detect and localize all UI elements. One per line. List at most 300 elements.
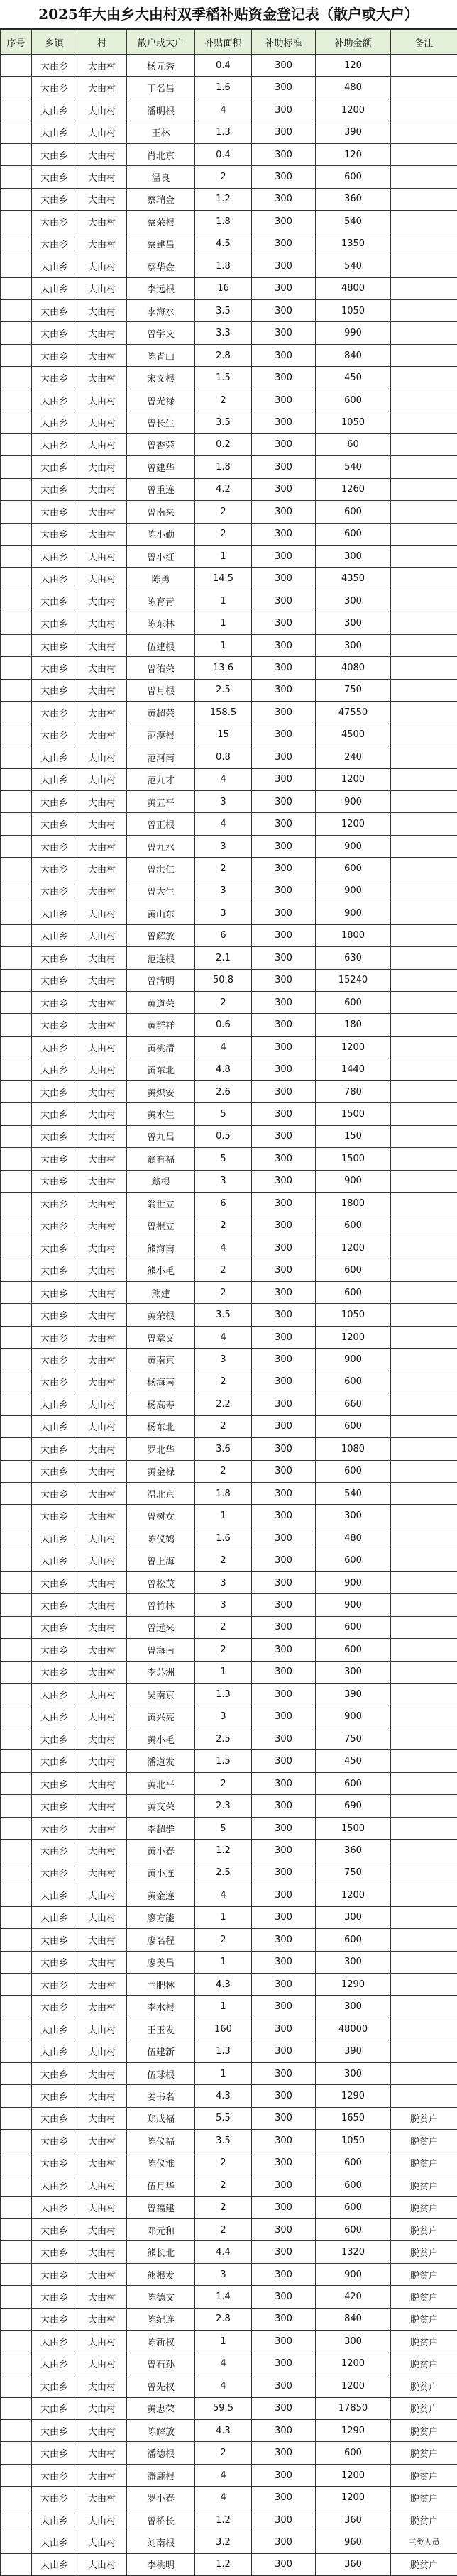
cell-amount: 360 [316, 188, 391, 210]
cell-note [391, 389, 457, 411]
cell-town: 大由乡 [32, 2085, 77, 2107]
cell-town: 大由乡 [32, 1929, 77, 1951]
table-row [1, 1259, 457, 1281]
cell-note [391, 702, 457, 724]
cell-village: 大由村 [77, 1840, 127, 1862]
cell-index [1, 478, 32, 500]
cell-village: 大由村 [77, 166, 127, 188]
cell-standard: 300 [252, 1058, 316, 1080]
cell-village: 大由村 [77, 2553, 127, 2575]
cell-note: 脱贫户 [391, 2375, 457, 2397]
cell-amount: 1200 [316, 2487, 391, 2509]
cell-town: 大由乡 [32, 77, 77, 99]
cell-standard: 300 [252, 1772, 316, 1794]
cell-household: 曾九昌 [127, 1125, 195, 1147]
cell-household: 曾洪仁 [127, 858, 195, 880]
cell-household: 陈青山 [127, 344, 195, 366]
cell-area: 3.5 [195, 2130, 252, 2152]
cell-area: 2 [195, 166, 252, 188]
cell-village: 大由村 [77, 1259, 127, 1281]
cell-village: 大由村 [77, 768, 127, 790]
cell-index [1, 2263, 32, 2285]
cell-town: 大由乡 [32, 1193, 77, 1215]
cell-standard: 300 [252, 2196, 316, 2218]
cell-amount: 150 [316, 1125, 391, 1147]
cell-standard: 300 [252, 2174, 316, 2196]
cell-note: 脱贫户 [391, 2353, 457, 2375]
cell-town: 大由乡 [32, 523, 77, 545]
cell-amount: 1350 [316, 233, 391, 255]
cell-index [1, 702, 32, 724]
table-row [1, 1326, 457, 1348]
cell-area: 3.5 [195, 411, 252, 433]
cell-amount: 4500 [316, 724, 391, 746]
cell-area: 2 [195, 858, 252, 880]
cell-amount: 600 [316, 1215, 391, 1237]
cell-note: 脱贫户 [391, 2308, 457, 2330]
cell-village: 大由村 [77, 1103, 127, 1125]
cell-area: 0.6 [195, 1014, 252, 1036]
cell-town: 大由乡 [32, 1549, 77, 1571]
cell-household: 范九才 [127, 768, 195, 790]
cell-standard: 300 [252, 880, 316, 902]
cell-household: 黄五平 [127, 790, 195, 812]
cell-amount: 840 [316, 2308, 391, 2330]
cell-standard: 300 [252, 568, 316, 590]
cell-household: 兰肥林 [127, 1973, 195, 1995]
table-row [1, 1906, 457, 1928]
table-row [1, 433, 457, 455]
cell-village: 大由村 [77, 411, 127, 433]
table-row [1, 1304, 457, 1326]
cell-village: 大由村 [77, 1884, 127, 1906]
cell-area: 1.8 [195, 456, 252, 478]
cell-household: 廖方能 [127, 1906, 195, 1928]
cell-amount: 1200 [316, 2375, 391, 2397]
cell-note [391, 1237, 457, 1259]
cell-standard: 300 [252, 2420, 316, 2442]
cell-town: 大由乡 [32, 2062, 77, 2084]
cell-standard: 300 [252, 902, 316, 924]
cell-town: 大由乡 [32, 2263, 77, 2285]
cell-standard: 300 [252, 1393, 316, 1415]
cell-household: 曾海南 [127, 1639, 195, 1661]
cell-index [1, 1862, 32, 1884]
cell-household: 王林 [127, 121, 195, 143]
cell-area: 1 [195, 1906, 252, 1928]
cell-note [391, 1349, 457, 1371]
cell-town: 大由乡 [32, 1795, 77, 1817]
cell-town: 大由乡 [32, 1058, 77, 1080]
cell-amount: 120 [316, 55, 391, 77]
cell-village: 大由村 [77, 1148, 127, 1170]
cell-standard: 300 [252, 2397, 316, 2419]
cell-village: 大由村 [77, 1951, 127, 1973]
cell-area: 0.5 [195, 1125, 252, 1147]
cell-area: 4.3 [195, 2420, 252, 2442]
cell-index [1, 1036, 32, 1058]
cell-town: 大由乡 [32, 143, 77, 165]
cell-standard: 300 [252, 322, 316, 344]
cell-note: 脱贫户 [391, 2509, 457, 2531]
table-row [1, 2442, 457, 2464]
cell-household: 黄超荣 [127, 702, 195, 724]
cell-note [391, 1996, 457, 2018]
cell-note [391, 478, 457, 500]
cell-note: 脱贫户 [391, 2464, 457, 2486]
cell-town: 大由乡 [32, 2040, 77, 2062]
table-row [1, 1750, 457, 1772]
cell-area: 4.2 [195, 478, 252, 500]
cell-village: 大由村 [77, 969, 127, 991]
cell-village: 大由村 [77, 1170, 127, 1192]
cell-index [1, 1527, 32, 1549]
cell-village: 大由村 [77, 1036, 127, 1058]
table-row [1, 2241, 457, 2263]
cell-village: 大由村 [77, 679, 127, 701]
cell-standard: 300 [252, 211, 316, 233]
cell-household: 陈德文 [127, 2286, 195, 2308]
table-row [1, 679, 457, 701]
cell-household: 罗北华 [127, 1438, 195, 1460]
cell-town: 大由乡 [32, 1527, 77, 1549]
cell-village: 大由村 [77, 1684, 127, 1706]
cell-amount: 300 [316, 1951, 391, 1973]
cell-household: 黄南京 [127, 1349, 195, 1371]
cell-area: 5 [195, 1103, 252, 1125]
cell-amount: 1050 [316, 411, 391, 433]
cell-standard: 300 [252, 1840, 316, 1862]
cell-standard: 300 [252, 1259, 316, 1281]
cell-index [1, 2464, 32, 2486]
cell-index [1, 969, 32, 991]
cell-village: 大由村 [77, 121, 127, 143]
cell-town: 大由乡 [32, 657, 77, 679]
cell-standard: 300 [252, 1349, 316, 1371]
cell-amount: 1200 [316, 1036, 391, 1058]
cell-town: 大由乡 [32, 612, 77, 634]
cell-village: 大由村 [77, 880, 127, 902]
cell-index [1, 1996, 32, 2018]
cell-note [391, 456, 457, 478]
cell-household: 宋义根 [127, 367, 195, 389]
cell-note [391, 1080, 457, 1102]
cell-area: 2 [195, 389, 252, 411]
cell-amount: 600 [316, 2152, 391, 2174]
cell-town: 大由乡 [32, 2241, 77, 2263]
table-row [1, 1483, 457, 1505]
table-row [1, 143, 457, 165]
cell-village: 大由村 [77, 299, 127, 321]
cell-household: 杨高寿 [127, 1393, 195, 1415]
table-row [1, 2085, 457, 2107]
cell-amount: 1500 [316, 1817, 391, 1839]
cell-standard: 300 [252, 1862, 316, 1884]
cell-area: 2.3 [195, 1795, 252, 1817]
cell-household: 曾月根 [127, 679, 195, 701]
cell-household: 潘明根 [127, 99, 195, 121]
cell-village: 大由村 [77, 1125, 127, 1147]
cell-household: 黄群祥 [127, 1014, 195, 1036]
cell-household: 曾学文 [127, 322, 195, 344]
cell-standard: 300 [252, 143, 316, 165]
cell-household: 曾光禄 [127, 389, 195, 411]
cell-standard: 300 [252, 188, 316, 210]
cell-household: 曾南来 [127, 501, 195, 523]
cell-note [391, 947, 457, 969]
cell-village: 大由村 [77, 344, 127, 366]
cell-note [391, 55, 457, 77]
table-row [1, 1170, 457, 1192]
cell-area: 3 [195, 880, 252, 902]
cell-standard: 300 [252, 277, 316, 299]
cell-household: 黄桃清 [127, 1036, 195, 1058]
cell-note [391, 1706, 457, 1728]
cell-note: 脱贫户 [391, 2286, 457, 2308]
cell-amount: 360 [316, 2509, 391, 2531]
cell-standard: 300 [252, 99, 316, 121]
cell-household: 吴南京 [127, 1684, 195, 1706]
cell-area: 4.5 [195, 233, 252, 255]
cell-area: 3 [195, 1571, 252, 1593]
cell-village: 大由村 [77, 612, 127, 634]
table-row [1, 1281, 457, 1303]
cell-index [1, 2487, 32, 2509]
cell-household: 廖名程 [127, 1929, 195, 1951]
cell-town: 大由乡 [32, 1661, 77, 1683]
cell-note [391, 121, 457, 143]
cell-village: 大由村 [77, 724, 127, 746]
cell-household: 曾上海 [127, 1549, 195, 1571]
cell-amount: 17850 [316, 2397, 391, 2419]
cell-index [1, 2397, 32, 2419]
cell-note: 脱贫户 [391, 2397, 457, 2419]
cell-note: 脱贫户 [391, 2196, 457, 2218]
cell-standard: 300 [252, 947, 316, 969]
cell-village: 大由村 [77, 1058, 127, 1080]
cell-town: 大由乡 [32, 1684, 77, 1706]
cell-amount: 1200 [316, 768, 391, 790]
cell-village: 大由村 [77, 2487, 127, 2509]
cell-household: 熊长北 [127, 2241, 195, 2263]
cell-index [1, 1951, 32, 1973]
cell-note [391, 992, 457, 1014]
cell-household: 黄北平 [127, 1772, 195, 1794]
cell-household: 李远根 [127, 277, 195, 299]
cell-index [1, 1772, 32, 1794]
cell-town: 大由乡 [32, 1281, 77, 1303]
cell-village: 大由村 [77, 367, 127, 389]
cell-area: 59.5 [195, 2397, 252, 2419]
cell-note [391, 1125, 457, 1147]
cell-standard: 300 [252, 2018, 316, 2040]
cell-amount: 1200 [316, 2353, 391, 2375]
cell-note [391, 1951, 457, 1973]
cell-household: 陈新权 [127, 2331, 195, 2353]
cell-household: 曾根立 [127, 1215, 195, 1237]
cell-amount: 1200 [316, 99, 391, 121]
cell-household: 蔡建昌 [127, 233, 195, 255]
table-row [1, 835, 457, 857]
cell-note [391, 612, 457, 634]
table-row [1, 2509, 457, 2531]
cell-household: 陈仪鹤 [127, 1527, 195, 1549]
cell-standard: 300 [252, 992, 316, 1014]
cell-village: 大由村 [77, 1594, 127, 1616]
cell-amount: 600 [316, 1415, 391, 1437]
cell-index [1, 322, 32, 344]
cell-note: 三类人员 [391, 2531, 457, 2553]
cell-household: 蔡华金 [127, 255, 195, 277]
cell-index [1, 188, 32, 210]
cell-amount: 600 [316, 1549, 391, 1571]
cell-village: 大由村 [77, 2397, 127, 2419]
cell-town: 大由乡 [32, 880, 77, 902]
cell-area: 4 [195, 2464, 252, 2486]
table-row [1, 1684, 457, 1706]
table-row [1, 55, 457, 77]
cell-town: 大由乡 [32, 1326, 77, 1348]
cell-area: 1 [195, 1661, 252, 1683]
cell-household: 黄金禄 [127, 1460, 195, 1482]
cell-amount: 450 [316, 1750, 391, 1772]
cell-household: 范漠根 [127, 724, 195, 746]
cell-town: 大由乡 [32, 947, 77, 969]
header-note: 备注 [391, 30, 457, 55]
cell-town: 大由乡 [32, 1371, 77, 1393]
cell-standard: 300 [252, 1639, 316, 1661]
cell-area: 1 [195, 2331, 252, 2353]
cell-index [1, 1014, 32, 1036]
cell-index [1, 813, 32, 835]
cell-amount: 300 [316, 634, 391, 656]
cell-village: 大由村 [77, 2331, 127, 2353]
cell-standard: 300 [252, 433, 316, 455]
cell-household: 曾小红 [127, 545, 195, 567]
cell-index [1, 880, 32, 902]
cell-index [1, 612, 32, 634]
cell-standard: 300 [252, 2152, 316, 2174]
cell-area: 4 [195, 2375, 252, 2397]
cell-village: 大由村 [77, 2085, 127, 2107]
cell-village: 大由村 [77, 1973, 127, 1995]
cell-village: 大由村 [77, 2152, 127, 2174]
cell-note [391, 1594, 457, 1616]
cell-village: 大由村 [77, 2130, 127, 2152]
table-row [1, 233, 457, 255]
cell-amount: 4350 [316, 568, 391, 590]
cell-note [391, 1393, 457, 1415]
cell-area: 2 [195, 1549, 252, 1571]
cell-area: 4 [195, 2487, 252, 2509]
cell-household: 杨海南 [127, 1371, 195, 1393]
cell-area: 1.6 [195, 1527, 252, 1549]
cell-area: 0.8 [195, 746, 252, 768]
cell-standard: 300 [252, 1438, 316, 1460]
cell-town: 大由乡 [32, 1259, 77, 1281]
cell-amount: 4800 [316, 277, 391, 299]
table-row [1, 1349, 457, 1371]
cell-area: 2 [195, 1772, 252, 1794]
cell-town: 大由乡 [32, 411, 77, 433]
cell-note [391, 1103, 457, 1125]
cell-standard: 300 [252, 1170, 316, 1192]
cell-amount: 960 [316, 2531, 391, 2553]
cell-household: 翁根 [127, 1170, 195, 1192]
cell-amount: 1290 [316, 2085, 391, 2107]
cell-village: 大由村 [77, 1193, 127, 1215]
cell-town: 大由乡 [32, 1996, 77, 2018]
cell-town: 大由乡 [32, 590, 77, 612]
cell-household: 黄金连 [127, 1884, 195, 1906]
cell-index [1, 2130, 32, 2152]
cell-household: 黄文荣 [127, 1795, 195, 1817]
cell-area: 4 [195, 1326, 252, 1348]
cell-amount: 1290 [316, 2420, 391, 2442]
cell-index [1, 634, 32, 656]
cell-note [391, 2085, 457, 2107]
cell-amount: 390 [316, 121, 391, 143]
cell-area: 4 [195, 1036, 252, 1058]
cell-village: 大由村 [77, 2375, 127, 2397]
table-row [1, 121, 457, 143]
cell-amount: 990 [316, 322, 391, 344]
cell-area: 2 [195, 2218, 252, 2240]
cell-note [391, 545, 457, 567]
cell-village: 大由村 [77, 277, 127, 299]
cell-town: 大由乡 [32, 478, 77, 500]
cell-standard: 300 [252, 2286, 316, 2308]
cell-amount: 1050 [316, 2130, 391, 2152]
cell-village: 大由村 [77, 2442, 127, 2464]
cell-village: 大由村 [77, 858, 127, 880]
cell-area: 1.8 [195, 255, 252, 277]
cell-village: 大由村 [77, 2196, 127, 2218]
cell-town: 大由乡 [32, 2130, 77, 2152]
cell-village: 大由村 [77, 545, 127, 567]
cell-area: 2 [195, 1460, 252, 1482]
cell-village: 大由村 [77, 2531, 127, 2553]
cell-area: 2 [195, 1415, 252, 1437]
cell-standard: 300 [252, 1326, 316, 1348]
cell-standard: 300 [252, 1684, 316, 1706]
cell-note [391, 858, 457, 880]
cell-village: 大由村 [77, 2353, 127, 2375]
cell-amount: 48000 [316, 2018, 391, 2040]
cell-household: 陈仪淮 [127, 2152, 195, 2174]
cell-area: 4 [195, 1884, 252, 1906]
table-row [1, 924, 457, 946]
cell-area: 0.4 [195, 143, 252, 165]
cell-area: 0.4 [195, 55, 252, 77]
table-row [1, 2375, 457, 2397]
cell-town: 大由乡 [32, 969, 77, 991]
cell-amount: 300 [316, 2331, 391, 2353]
cell-household: 陈纪连 [127, 2308, 195, 2330]
table-row [1, 277, 457, 299]
cell-standard: 300 [252, 858, 316, 880]
cell-town: 大由乡 [32, 634, 77, 656]
cell-household: 黄东北 [127, 1058, 195, 1080]
cell-standard: 300 [252, 1527, 316, 1549]
table-row [1, 1371, 457, 1393]
cell-index [1, 679, 32, 701]
cell-note [391, 322, 457, 344]
cell-standard: 300 [252, 2464, 316, 2486]
cell-town: 大由乡 [32, 2531, 77, 2553]
table-row [1, 1014, 457, 1036]
cell-village: 大由村 [77, 1772, 127, 1794]
